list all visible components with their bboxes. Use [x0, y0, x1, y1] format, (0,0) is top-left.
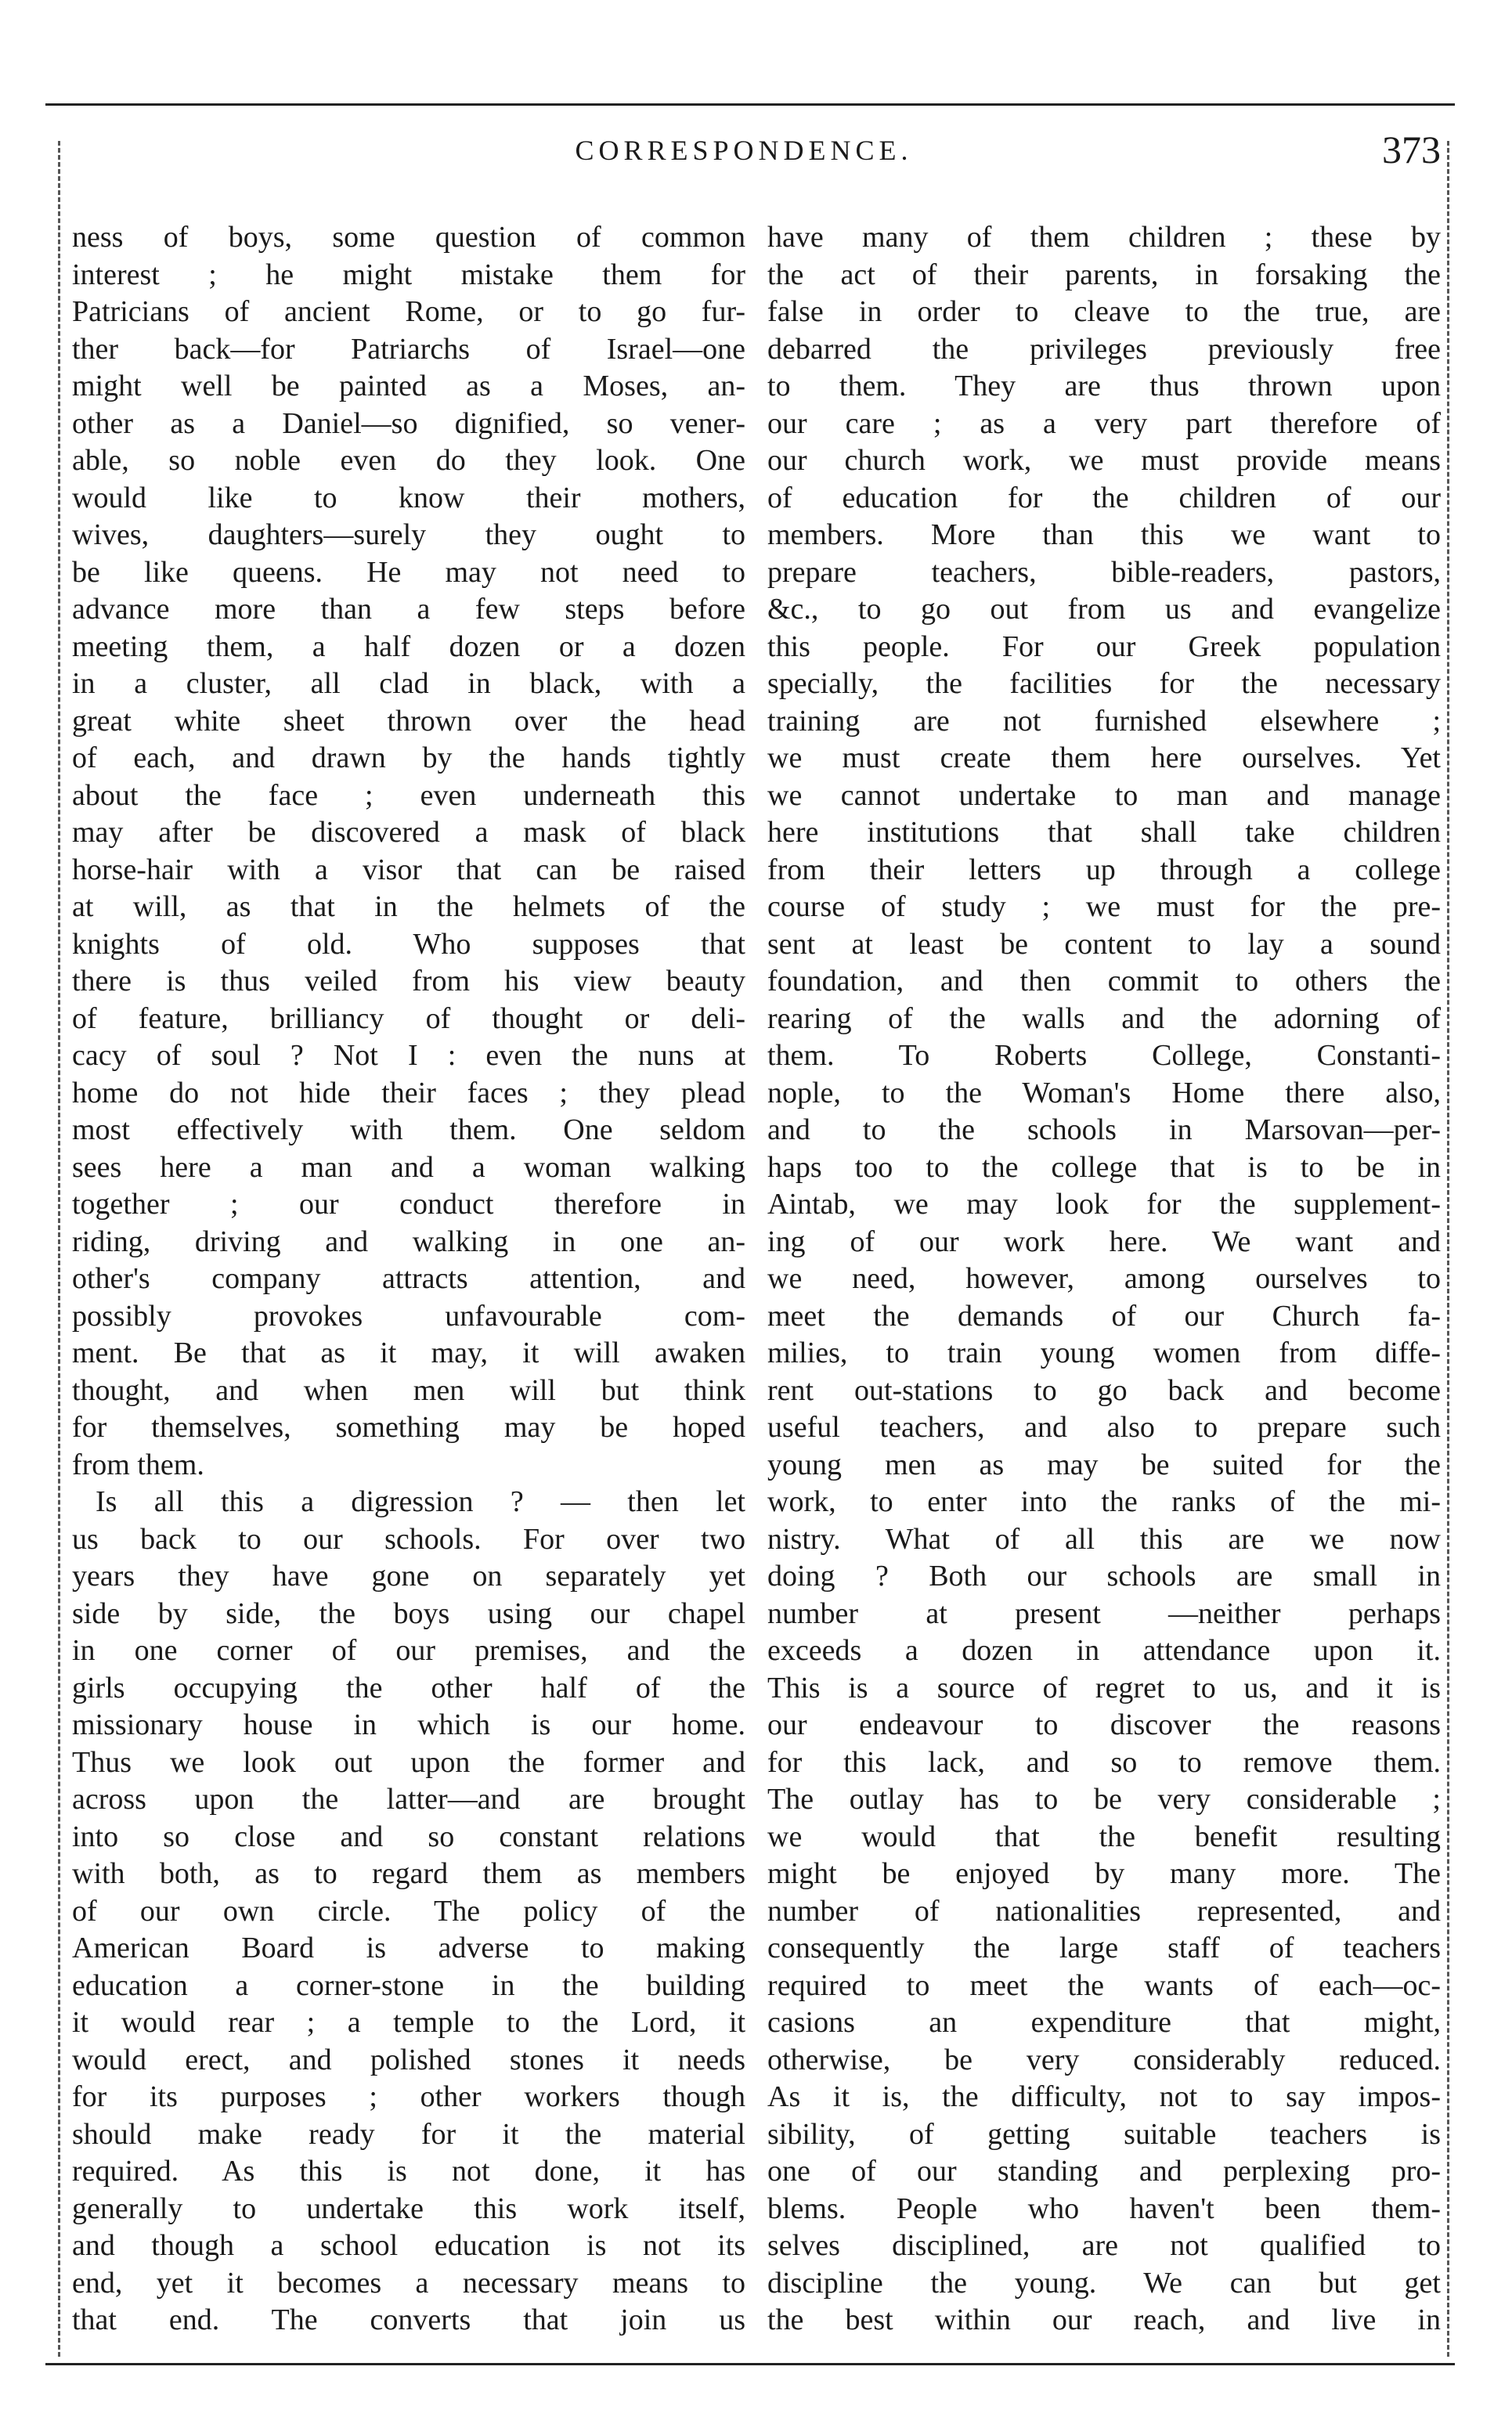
text-line: generally to undertake this work itself,: [72, 2192, 745, 2225]
text-line: sent at least be content to lay a sound: [767, 927, 1441, 961]
right-margin-border: [1447, 141, 1449, 2357]
running-header: CORRESPONDENCE.: [575, 135, 913, 166]
text-line: for its purposes ; other workers though: [72, 2080, 745, 2113]
text-line: years they have gone on separately yet: [72, 1560, 745, 1593]
text-line: debarred the privileges previously free: [767, 332, 1441, 366]
text-line: great white sheet thrown over the head: [72, 704, 745, 738]
text-line: should make ready for it the material: [72, 2117, 745, 2151]
text-line: training are not furnished elsewhere ;: [767, 704, 1441, 738]
text-line: thought, and when men will but think: [72, 1373, 745, 1407]
text-line: for this lack, and so to remove them.: [767, 1745, 1441, 1779]
bottom-rule: [45, 2363, 1455, 2365]
text-line: The outlay has to be very considerable ;: [767, 1783, 1441, 1816]
text-line: rent out-stations to go back and become: [767, 1373, 1441, 1407]
text-line: our care ; as a very part therefore of: [767, 406, 1441, 440]
text-line: have many of them children ; these by: [767, 221, 1441, 254]
text-line: together ; our conduct therefore in: [72, 1188, 745, 1221]
text-line: it would rear ; a temple to the Lord, it: [72, 2006, 745, 2039]
text-line: Thus we look out upon the former and: [72, 1745, 745, 1779]
text-line: doing ? Both our schools are small in: [767, 1560, 1441, 1593]
text-line: there is thus veiled from his view beauty: [72, 965, 745, 997]
text-line: from them.: [72, 1448, 204, 1481]
text-line: other as a Daniel—so dignified, so vener-: [72, 406, 745, 440]
text-line: be like queens. He may not need to: [72, 555, 745, 589]
text-line: most effectively with them. One seldom: [72, 1113, 745, 1146]
text-line: we must create them here ourselves. Yet: [767, 741, 1441, 774]
text-line: we cannot undertake to man and manage: [767, 778, 1441, 812]
text-line: one of our standing and perplexing pro-: [767, 2155, 1441, 2188]
text-line: the best within our reach, and live in: [767, 2303, 1441, 2336]
text-line: number at present —neither perhaps: [767, 1596, 1441, 1630]
text-line: at will, as that in the helmets of the: [72, 890, 745, 923]
text-line: specially, the facilities for the necessary: [767, 667, 1441, 700]
text-line: members. More than this we want to: [767, 518, 1441, 551]
text-line: other's company attracts attention, and: [72, 1262, 745, 1295]
text-line: nople, to the Woman's Home there also,: [767, 1076, 1441, 1109]
text-line: meeting them, a half dozen or a dozen: [72, 629, 745, 663]
text-line: prepare teachers, bible-readers, pastors,: [767, 555, 1441, 589]
text-line: nistry. What of all this are we now: [767, 1522, 1441, 1556]
text-line: of feature, brilliancy of thought or deli-: [72, 1001, 745, 1035]
text-line: useful teachers, and also to prepare such: [767, 1411, 1441, 1444]
text-line: of education for the children of our: [767, 481, 1441, 514]
text-line: Aintab, we may look for the supplement-: [767, 1188, 1441, 1221]
text-line: home do not hide their faces ; they plead: [72, 1076, 745, 1109]
left-margin-border: [58, 141, 60, 2357]
text-line: about the face ; even underneath this: [72, 778, 745, 812]
text-line: haps too to the college that is to be in: [767, 1150, 1441, 1184]
text-line: our church work, we must provide means: [767, 444, 1441, 477]
text-line: required. As this is not done, it has: [72, 2155, 745, 2188]
text-line: girls occupying the other half of the: [72, 1671, 745, 1704]
text-line: sees here a man and a woman walking: [72, 1150, 745, 1184]
text-line: blems. People who haven't been them-: [767, 2192, 1441, 2225]
text-line: in a cluster, all clad in black, with a: [72, 667, 745, 700]
text-line: ther back—for Patriarchs of Israel—one: [72, 332, 745, 366]
text-column-right: [767, 219, 1441, 2339]
text-line: side by side, the boys using our chapel: [72, 1596, 745, 1630]
text-line: Patricians of ancient Rome, or to go fur-: [72, 295, 745, 328]
text-line: number of nationalities represented, and: [767, 1894, 1441, 1928]
text-line: sibility, of getting suitable teachers is: [767, 2117, 1441, 2151]
text-line: here institutions that shall take children: [767, 816, 1441, 849]
text-line: American Board is adverse to making: [72, 1932, 745, 1964]
text-line: the act of their parents, in forsaking the: [767, 258, 1441, 291]
text-line: foundation, and then commit to others the: [767, 965, 1441, 997]
text-line: might be enjoyed by many more. The: [767, 1857, 1441, 1890]
text-line: horse-hair with a visor that can be raised: [72, 853, 745, 886]
text-line: missionary house in which is our home.: [72, 1708, 745, 1741]
text-line: course of study ; we must for the pre-: [767, 890, 1441, 923]
text-line: for themselves, something may be hoped: [72, 1411, 745, 1444]
text-line: to them. They are thus thrown upon: [767, 370, 1441, 402]
text-line: and though a school education is not its: [72, 2229, 745, 2262]
text-line: As it is, the difficulty, not to say impos-: [767, 2080, 1441, 2113]
text-column-left: [72, 219, 745, 2339]
text-line: may after be discovered a mask of black: [72, 816, 745, 849]
text-line: ness of boys, some question of common: [72, 221, 745, 254]
text-line: discipline the young. We can but get: [767, 2266, 1441, 2300]
text-line: across upon the latter—and are brought: [72, 1783, 745, 1816]
text-line: wives, daughters—surely they ought to: [72, 518, 745, 551]
text-line: of our own circle. The policy of the: [72, 1894, 745, 1928]
text-line: &c., to go out from us and evangelize: [767, 593, 1441, 626]
text-line: would erect, and polished stones it needs: [72, 2043, 745, 2076]
text-line: consequently the large staff of teachers: [767, 1932, 1441, 1964]
text-line: this people. For our Greek population: [767, 629, 1441, 663]
text-line: with both, as to regard them as members: [72, 1857, 745, 1890]
text-line: ment. Be that as it may, it will awaken: [72, 1337, 745, 1369]
text-line: our endeavour to discover the reasons: [767, 1708, 1441, 1741]
text-line: This is a source of regret to us, and it is: [767, 1671, 1441, 1704]
text-line: work, to enter into the ranks of the mi-: [767, 1485, 1441, 1518]
text-line: casions an expenditure that might,: [767, 2006, 1441, 2039]
text-line: of each, and drawn by the hands tightly: [72, 741, 745, 774]
text-line: from their letters up through a college: [767, 853, 1441, 886]
text-line: false in order to cleave to the true, are: [767, 295, 1441, 328]
text-line: might well be painted as a Moses, an-: [72, 370, 745, 402]
text-line: in one corner of our premises, and the: [72, 1634, 745, 1667]
text-line: rearing of the walls and the adorning of: [767, 1001, 1441, 1035]
text-line: education a corner-stone in the building: [72, 1968, 745, 2002]
text-line: them. To Roberts College, Constanti-: [767, 1039, 1441, 1072]
text-line: otherwise, be very considerably reduced.: [767, 2043, 1441, 2076]
text-line: exceeds a dozen in attendance upon it.: [767, 1634, 1441, 1667]
text-line: we would that the benefit resulting: [767, 1820, 1441, 1853]
top-rule: [45, 103, 1455, 106]
text-line: and to the schools in Marsovan—per-: [767, 1113, 1441, 1146]
text-line: would like to know their mothers,: [72, 481, 745, 514]
text-line: ing of our work here. We want and: [767, 1225, 1441, 1258]
text-line: young men as may be suited for the: [767, 1448, 1441, 1481]
text-line: meet the demands of our Church fa-: [767, 1299, 1441, 1333]
text-line: possibly provokes unfavourable com-: [72, 1299, 745, 1333]
text-line: able, so noble even do they look. One: [72, 444, 745, 477]
text-line: into so close and so constant relations: [72, 1820, 745, 1853]
text-line: we need, however, among ourselves to: [767, 1262, 1441, 1295]
text-line: knights of old. Who supposes that: [72, 927, 745, 961]
text-line: advance more than a few steps before: [72, 593, 745, 626]
text-line: cacy of soul ? Not I : even the nuns at: [72, 1039, 745, 1072]
text-line: that end. The converts that join us: [72, 2303, 745, 2336]
text-line: us back to our schools. For over two: [72, 1522, 745, 1556]
page-number: 373: [1382, 128, 1441, 171]
text-line: Is all this a digression ? — then let: [96, 1485, 745, 1518]
text-line: selves disciplined, are not qualified to: [767, 2229, 1441, 2262]
text-line: milies, to train young women from diffe-: [767, 1337, 1441, 1369]
text-line: required to meet the wants of each—oc-: [767, 1968, 1441, 2002]
text-line: riding, driving and walking in one an-: [72, 1225, 745, 1258]
text-line: end, yet it becomes a necessary means to: [72, 2266, 745, 2300]
text-line: interest ; he might mistake them for: [72, 258, 745, 291]
